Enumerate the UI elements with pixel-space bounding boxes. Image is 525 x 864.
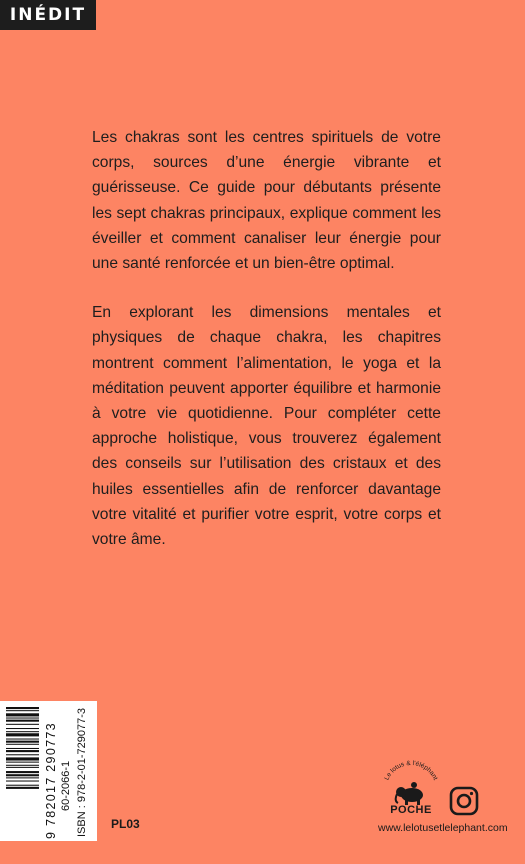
series-code: PL03 [111,817,140,831]
publisher-logo [376,756,446,818]
barcode-number: 9 782017 290773 [44,722,58,839]
barcode-bar [6,750,39,752]
isbn-text: ISBN : 978-2-01-729077-3 [76,707,88,837]
barcode-bar [6,787,39,789]
barcode-bar [6,744,39,745]
barcode-bar [6,767,39,768]
barcode-bar [6,731,39,732]
barcode-bar [6,724,39,725]
barcode-bar [6,707,39,709]
barcode-bar [6,774,39,776]
barcode-bar [6,785,39,786]
inedit-badge: INÉDIT [0,0,96,30]
elephant-logo-icon [376,756,446,806]
barcode-bar [6,771,39,773]
instagram-icon [449,786,479,816]
svg-text:Le lotus & l'éléphant [383,760,438,782]
barcode-bar [6,741,39,743]
barcode-bar [6,762,39,763]
barcode-bar [6,733,39,736]
barcode-bar [6,781,39,782]
barcode-bar [6,765,39,766]
publisher-arc-text: Le lotus & l'éléphant [383,759,439,782]
website-url: www.lelotusetlelephant.com [378,822,508,834]
barcode-bar [6,720,39,722]
barcode-bar [6,748,39,749]
blurb-paragraph-2: En explorant les dimensions mentales et physiques de chaque chakra, les chapitres montrent comment l’alimentation, le yoga et la méditation peuvent apporter équilibre et harmonie à votre vie quotidienne. Pour compléter cette approche holistique, vous trouverez également des conseils sur l’utilisation des cristaux et des huiles essentielles afin de renforcer davantage votre vitalité et purifier votre esprit, votre corps et votre âme. [92,304,441,549]
back-cover-blurb [92,125,441,552]
blurb-paragraph-1: Les chakras sont les centres spirituels de votre corps, sources d’une énergie vibrante et guérisseuse. Ce guide pour débutants présente les sept chakras principaux, explique comment les éveiller et comment canaliser leur énergie pour une santé renforcée et un bien-être optimal. [92,129,441,273]
barcode-bar [6,739,39,740]
barcode-bar [6,718,39,719]
barcode-bar [6,754,39,755]
isbn-barcode [0,701,97,841]
barcode-bar [6,757,39,760]
barcode-bar [6,777,39,778]
barcode-bar [6,713,39,716]
barcode-bar [6,710,39,711]
barcode-bar [6,728,39,729]
barcode-code: 60-2066-1 [60,760,72,811]
publisher-name: POCHE [390,804,432,816]
